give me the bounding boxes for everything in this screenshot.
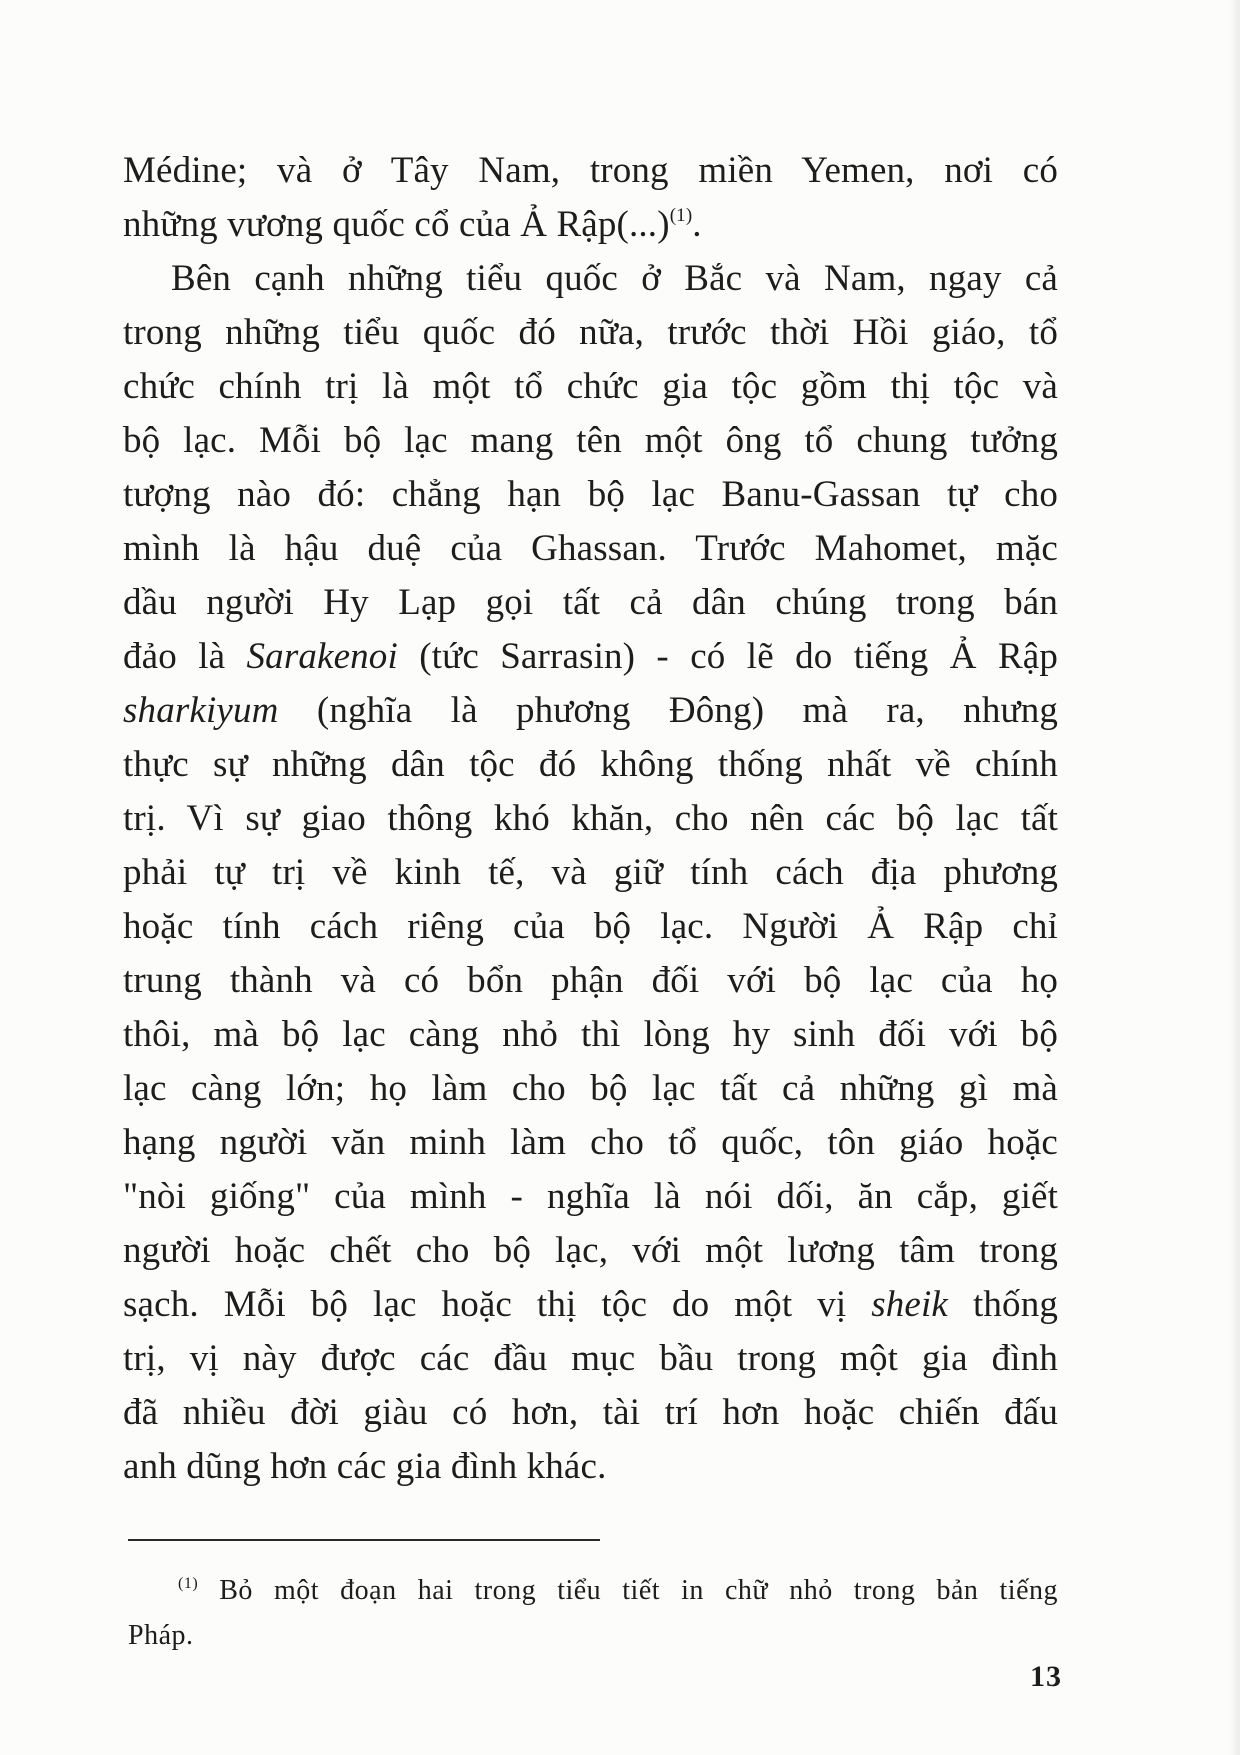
footnote-line [128,1568,1058,1613]
italic-term: sharkiyum [123,690,279,731]
text-line: lạc càng lớn; họ làm cho bộ lạc tất cả những gì mà [123,1068,1058,1109]
text-line: trung thành và có bổn phận đối với bộ lạc của họ [123,960,1058,1001]
text-line: hoặc tính cách riêng của bộ lạc. Người Ả Rập chỉ [123,906,1058,947]
text-span: (nghĩa là phương Đông) mà ra, nhưng [278,690,1058,731]
text-line: trong những tiểu quốc đó nữa, trước thời Hồi giáo, tổ [123,312,1058,353]
text-span: sạch. Mỗi bộ lạc hoặc thị tộc do một vị [123,1284,872,1325]
page-edge-shadow [1230,0,1240,1755]
footnote [128,1568,1058,1658]
text-line [123,1278,1058,1332]
page-number: 13 [1030,1660,1062,1693]
text-line: chức chính trị là một tổ chức gia tộc gồm thị tộc và [123,366,1058,407]
text-line: Bên cạnh những tiểu quốc ở Bắc và Nam, ngay cả [171,258,1058,299]
italic-term: sheik [871,1284,949,1325]
text-line: thôi, mà bộ lạc càng nhỏ thì lòng hy sinh đối với bộ [123,1014,1058,1055]
text-span: đảo là [123,636,247,677]
text-line: bộ lạc. Mỗi bộ lạc mang tên một ông tổ chung tưởng [123,420,1058,461]
text-line: hạng người văn minh làm cho tổ quốc, tôn giáo hoặc [123,1122,1058,1163]
text-line: Médine; và ở Tây Nam, trong miền Yemen, nơi có [123,150,1058,191]
text-line: thực sự những dân tộc đó không thống nhất về chính [123,744,1058,785]
paragraph-1 [123,144,1058,252]
text-line: đã nhiều đời giàu có hơn, tài trí hơn hoặc chiến đấu [123,1392,1058,1433]
text-span: . [692,204,702,245]
text-line: tượng nào đó: chẳng hạn bộ lạc Banu-Gassan tự cho [123,474,1058,515]
italic-term: Sarakenoi [246,636,398,677]
text-line: "nòi giống" của mình - nghĩa là nói dối, ăn cắp, giết [123,1176,1058,1217]
text-line: dầu người Hy Lạp gọi tất cả dân chúng trong bán [123,582,1058,623]
text-line [123,684,1058,738]
text-line: phải tự trị về kinh tế, và giữ tính cách địa phương [123,852,1058,893]
body-text [123,144,1058,1494]
paragraph-2 [123,252,1058,1494]
text-line [123,630,1058,684]
text-span: thống [948,1284,1058,1325]
text-line: anh dũng hơn các gia đình khác. [123,1446,607,1487]
footnote-line: Pháp. [128,1620,194,1651]
footnote-reference: (1) [669,204,693,226]
footnote-marker: (1) [178,1574,199,1592]
text-line [123,198,1058,252]
text-span: những vương quốc cổ của Ả Rập(...) [123,204,670,245]
text-line: người hoặc chết cho bộ lạc, với một lương tâm trong [123,1230,1058,1271]
text-line: mình là hậu duệ của Ghassan. Trước Mahomet, mặc [123,528,1058,569]
text-line: trị, vị này được các đầu mục bầu trong một gia đình [123,1338,1058,1379]
text-span: (tức Sarrasin) - có lẽ do tiếng Ả Rập [397,636,1058,677]
footnote-text: Bỏ một đoạn hai trong tiểu tiết in chữ nhỏ trong bản tiếng [198,1575,1058,1606]
footnote-divider [128,1539,600,1541]
text-line: trị. Vì sự giao thông khó khăn, cho nên các bộ lạc tất [123,798,1058,839]
